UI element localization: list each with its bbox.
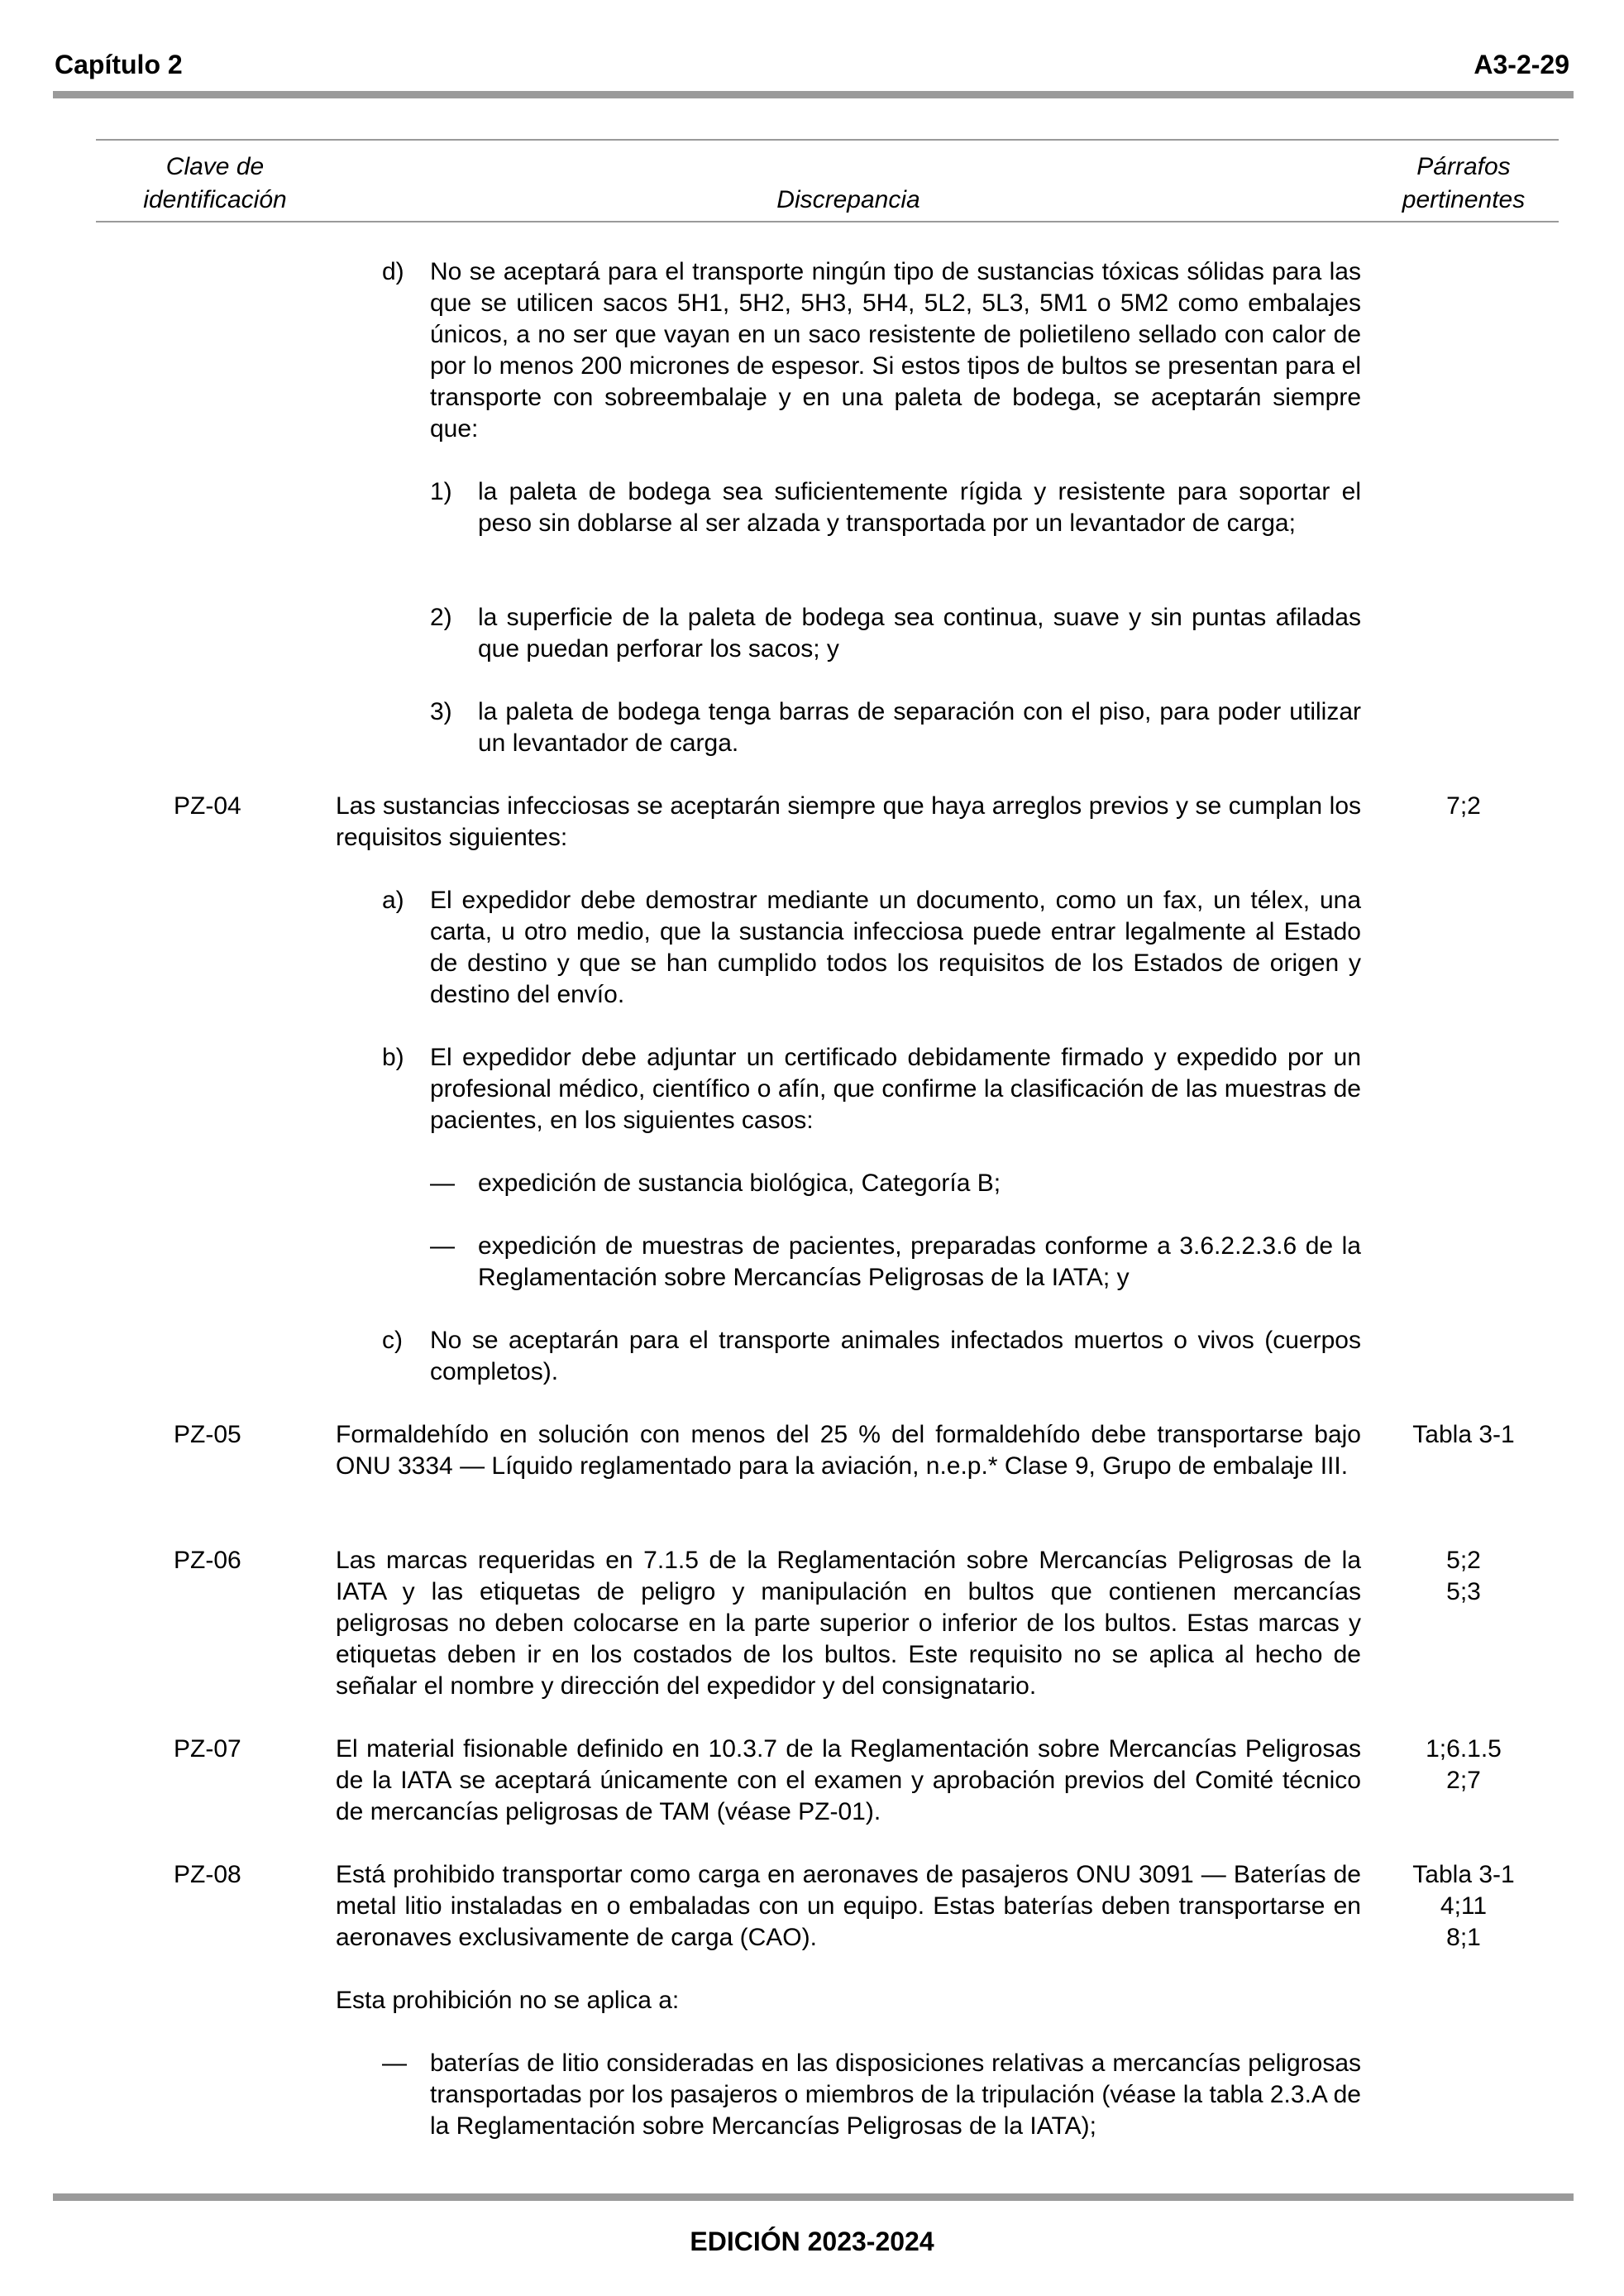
pz-04-b1-text: expedición de sustancia biológica, Categoría B; [478, 1170, 1001, 1197]
pz-04-a-marker: a) [382, 887, 404, 914]
pz-05-text: Formaldehído en solución con menos del 25 % del formaldehído debe transportarse bajo ONU 3334 — Líquido reglamentado para la aviación, n.e.p.* Clase 9, Grupo de embalaje III. [336, 1421, 1361, 1480]
pz-04-b2-text: expedición de muestras de pacientes, preparadas conforme a 3.6.2.2.3.6 de la Reglamentación sobre Mercancías Peligrosas de la IATA; y [478, 1232, 1361, 1291]
table-top-rule [96, 139, 1559, 141]
code-pz-04: PZ-04 [174, 792, 241, 820]
pz-08-refs-1: Tabla 3-1 [1412, 1861, 1515, 1888]
sub-item-1-text: la paleta de bodega sea suficientemente rígida y resistente para soportar el peso sin doblarse al ser alzada y transportada por un levantador de carga; [478, 478, 1361, 537]
column-header-parrafos: Párrafos pertinentes [1402, 153, 1526, 213]
item-d-marker: d) [382, 258, 404, 285]
pz-08-bullet-text: baterías de litio consideradas en las disposiciones relativas a mercancías peligrosas transportadas por los pasajeros o miembros de la tripulación (véase la tabla 2.3.A de la Reglamentación sobre Mercancías Peligrosas de la IATA); [430, 2050, 1361, 2140]
pz-04-refs: 7;2 [1446, 792, 1481, 820]
pz-08-note: Esta prohibición no se aplica a: [336, 1987, 680, 2014]
pz-07-refs-1: 1;6.1.5 [1426, 1735, 1502, 1763]
pz-06-text: Las marcas requeridas en 7.1.5 de la Reglamentación sobre Mercancías Peligrosas de la IATA y las etiquetas de peligro y manipulación en bultos que contienen mercancías peligrosas no deben colocarse en la parte superior o inferior de los bultos. Estas marcas y etiquetas deben ir en los costados de los bultos. Este requisito no se aplica al hecho de señalar el nombre y dirección del expedidor y del consignatario. [336, 1547, 1361, 1700]
code-pz-05: PZ-05 [174, 1421, 241, 1448]
pz-04-intro: Las sustancias infecciosas se aceptarán siempre que haya arreglos previos y se cumplan los requisitos siguientes: [336, 792, 1361, 851]
pz-04-c-text: No se aceptarán para el transporte animales infectados muertos o vivos (cuerpos completos). [430, 1327, 1361, 1385]
code-pz-08: PZ-08 [174, 1861, 241, 1888]
pz-07-text: El material fisionable definido en 10.3.7 de la Reglamentación sobre Mercancías Peligrosas de la IATA se aceptará únicamente con el examen y aprobación previos del Comité técnico de mercancías peligrosas de TAM (véase PZ-01). [336, 1735, 1361, 1825]
table-header-rule [96, 221, 1559, 222]
code-pz-06: PZ-06 [174, 1547, 241, 1574]
sub-item-1-marker: 1) [430, 478, 452, 505]
pz-07-refs-2: 2;7 [1446, 1767, 1481, 1794]
column-header-discrepancia: Discrepancia [776, 186, 920, 213]
pz-05-refs: Tabla 3-1 [1412, 1421, 1515, 1448]
pz-04-b-text: El expedidor debe adjuntar un certificado debidamente firmado y expedido por un profesional médico, científico o afín, que confirme la clasificación de las muestras de pacientes, en los siguientes casos: [430, 1044, 1361, 1134]
header-rule [53, 91, 1574, 98]
pz-04-c-marker: c) [382, 1327, 403, 1354]
sub-item-2-marker: 2) [430, 604, 452, 631]
pz-06-refs-2: 5;3 [1446, 1578, 1481, 1605]
footer-rule [53, 2193, 1574, 2201]
sub-item-3-text: la paleta de bodega tenga barras de separación con el piso, para poder utilizar un levantador de carga. [478, 698, 1361, 757]
pz-04-a-text: El expedidor debe demostrar mediante un documento, como un fax, un télex, una carta, u otro medio, que la sustancia infecciosa puede entrar legalmente al Estado de destino y que se han cumplido todos los requisitos de los Estados de origen y destino del envío. [430, 887, 1361, 1008]
sub-item-2-text: la superficie de la paleta de bodega sea continua, suave y sin puntas afiladas que puedan perforar los sacos; y [478, 604, 1361, 662]
pz-08-refs-3: 8;1 [1446, 1924, 1481, 1951]
sub-item-3-marker: 3) [430, 698, 452, 725]
pz-04-b1-dash: — [430, 1170, 455, 1197]
pz-08-text: Está prohibido transportar como carga en aeronaves de pasajeros ONU 3091 — Baterías de metal litio instaladas en o embaladas con un equipo. Estas baterías deben transportarse en aeronaves exclusivamente de carga (CAO). [336, 1861, 1361, 1951]
column-header-clave: Clave de identificación [143, 153, 287, 213]
pz-04-b2-dash: — [430, 1232, 455, 1260]
pz-06-refs-1: 5;2 [1446, 1547, 1481, 1574]
pz-08-refs-2: 4;11 [1440, 1892, 1488, 1920]
item-d-text: No se aceptará para el transporte ningún tipo de sustancias tóxicas sólidas para las que se utilicen sacos 5H1, 5H2, 5H3, 5H4, 5L2, 5L3, 5M1 o 5M2 como embalajes únicos, a no ser que vayan en un saco resistente de polietileno sellado con calor de por lo menos 200 micrones de espesor. Si estos tipos de bultos se presentan para el transporte con sobreembalaje y en una paleta de bodega, se aceptarán siempre que: [430, 258, 1361, 442]
pz-04-b-marker: b) [382, 1044, 404, 1071]
chapter-title: Capítulo 2 [55, 50, 183, 79]
edition-footer: EDICIÓN 2023-2024 [690, 2227, 934, 2256]
code-pz-07: PZ-07 [174, 1735, 241, 1763]
page-reference: A3-2-29 [1474, 50, 1569, 79]
pz-08-bullet-dash: — [382, 2050, 407, 2077]
